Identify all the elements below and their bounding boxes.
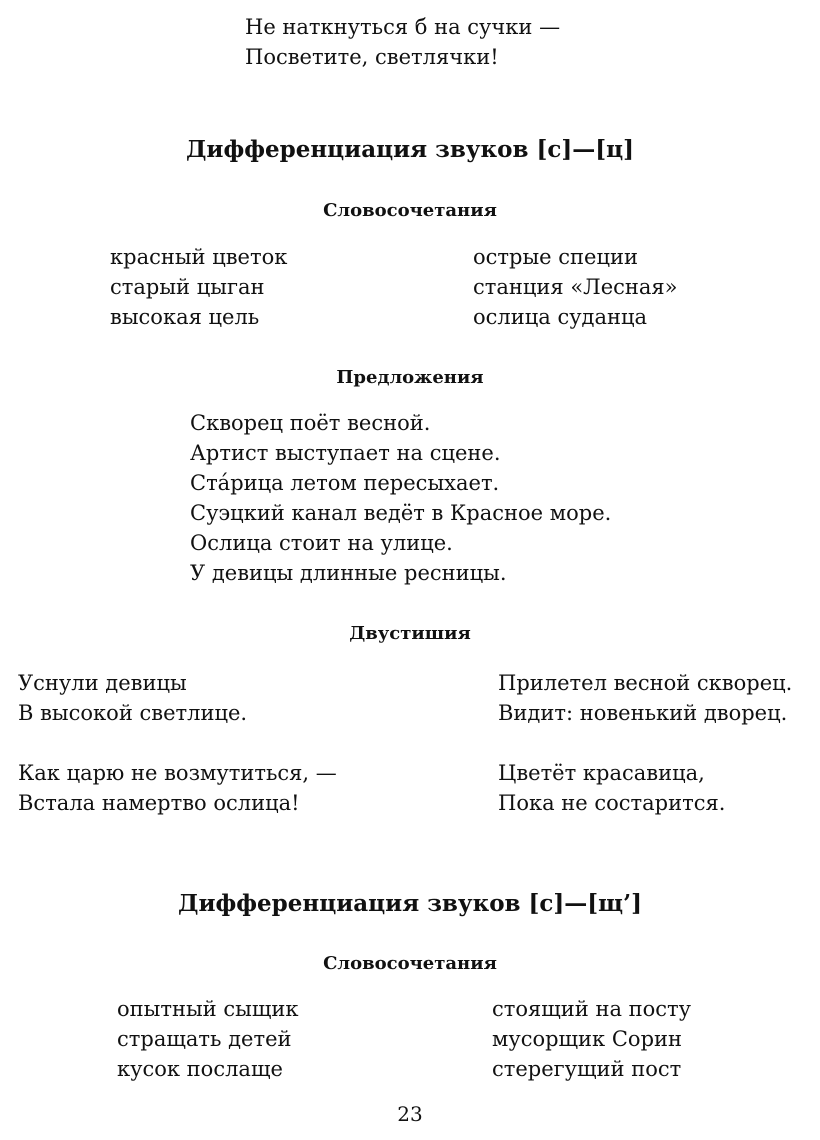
subheading-phrases: Словосочетания bbox=[323, 200, 497, 221]
phrases-left-column bbox=[117, 994, 298, 1084]
phrases-left-column bbox=[110, 242, 287, 332]
subheading-sentences: Предложения bbox=[336, 367, 484, 388]
couplet bbox=[18, 668, 247, 728]
poem-line: Не наткнуться б на сучки — bbox=[245, 15, 561, 39]
couplet-line: Цветёт красавица, bbox=[498, 761, 705, 785]
couplet-line: Пока не состарится. bbox=[498, 791, 726, 815]
couplet-line: Видит: новенький дворец. bbox=[498, 701, 788, 725]
phrase: кусок послаще bbox=[117, 1057, 283, 1081]
couplet-line: В высокой светлице. bbox=[18, 701, 248, 725]
poem-ending bbox=[245, 12, 560, 72]
couplet-line: Уснули девицы bbox=[18, 671, 187, 695]
phrase: стращать детей bbox=[117, 1027, 292, 1051]
sentence: Артист выступает на сцене. bbox=[190, 441, 501, 465]
phrase: станция «Лесная» bbox=[473, 275, 678, 299]
phrase: ослица суданца bbox=[473, 305, 648, 329]
phrase: опытный сыщик bbox=[117, 997, 299, 1021]
phrase: острые специи bbox=[473, 245, 638, 269]
subheading-phrases: Словосочетания bbox=[323, 953, 497, 974]
sentences-list bbox=[190, 408, 611, 588]
phrase: мусорщик Сорин bbox=[492, 1027, 683, 1051]
section-title: Дифференциация звуков [с]—[щ’] bbox=[178, 890, 642, 917]
sentence: Скворец поёт весной. bbox=[190, 411, 431, 435]
sentence: У девицы длинные ресницы. bbox=[190, 561, 507, 585]
sentence: Суэцкий канал ведёт в Красное море. bbox=[190, 501, 612, 525]
phrase: старый цыган bbox=[110, 275, 265, 299]
section-title: Дифференциация звуков [с]—[ц] bbox=[185, 136, 635, 163]
phrase: высокая цель bbox=[110, 305, 260, 329]
phrases-right-column bbox=[492, 994, 691, 1084]
poem-line: Посветите, светлячки! bbox=[245, 45, 499, 69]
couplet bbox=[498, 758, 725, 818]
couplet-line: Встала намертво ослица! bbox=[18, 791, 300, 815]
page-number: 23 bbox=[397, 1102, 423, 1126]
phrases-right-column bbox=[473, 242, 678, 332]
sentence: Ослица стоит на улице. bbox=[190, 531, 453, 555]
couplet bbox=[18, 758, 337, 818]
phrase: стоящий на посту bbox=[492, 997, 692, 1021]
sentence: Ста́рица летом пересыхает. bbox=[190, 471, 500, 495]
subheading-couplets: Двустишия bbox=[349, 623, 471, 644]
phrase: стерегущий пост bbox=[492, 1057, 682, 1081]
couplet-line: Как царю не возмутиться, — bbox=[18, 761, 337, 785]
couplet bbox=[498, 668, 792, 728]
couplet-line: Прилетел весной скворец. bbox=[498, 671, 793, 695]
phrase: красный цветок bbox=[110, 245, 288, 269]
